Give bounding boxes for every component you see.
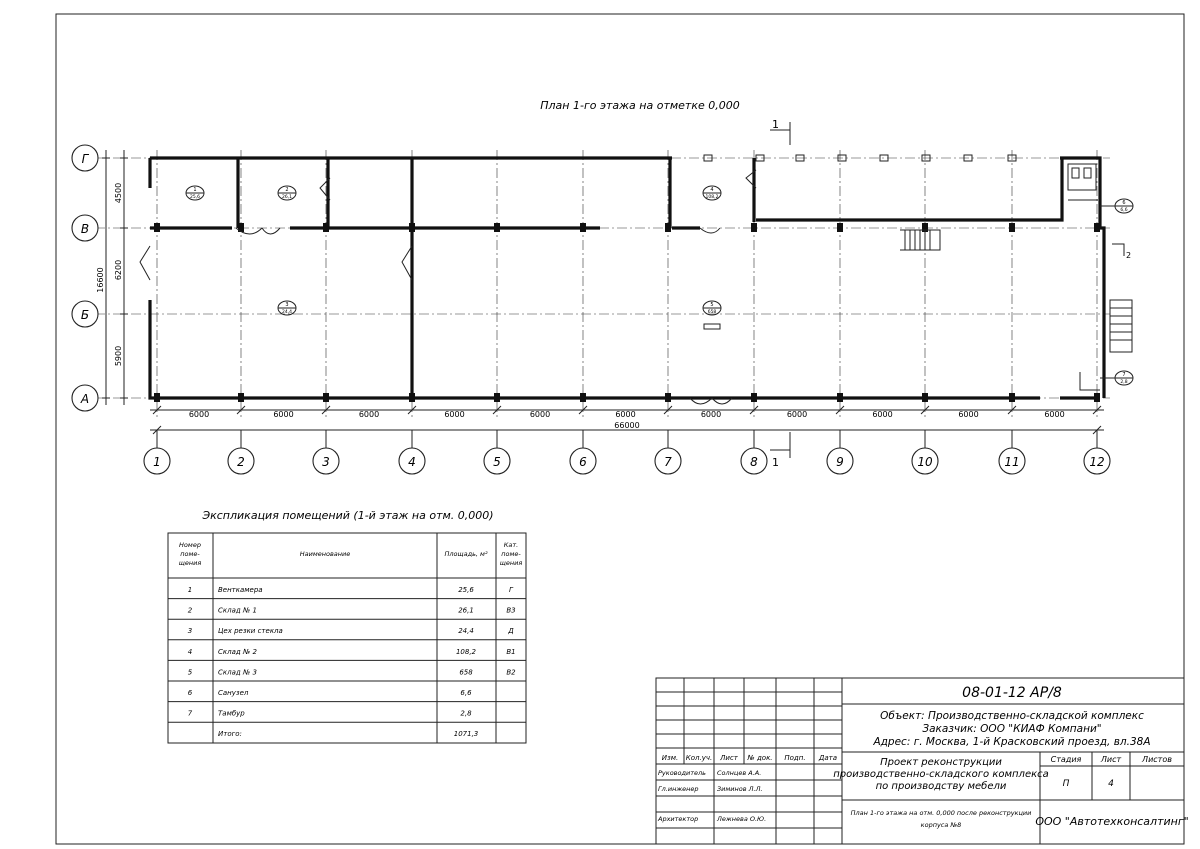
room-area-cell: 658 xyxy=(459,668,473,677)
column-post xyxy=(665,393,671,402)
column-post xyxy=(409,223,415,232)
svg-text:1: 1 xyxy=(772,456,779,469)
column-post xyxy=(1094,393,1100,402)
explication-header-cell: Наименование xyxy=(299,550,351,558)
room-marker-2 xyxy=(278,186,296,200)
svg-text:24,4: 24,4 xyxy=(281,310,293,315)
room-category-cell: В3 xyxy=(506,606,516,615)
span-dimension: 6000 xyxy=(958,410,979,419)
svg-text:4: 4 xyxy=(710,187,714,193)
column-post xyxy=(494,393,500,402)
stair-outside xyxy=(1110,300,1132,352)
room-area-cell: 2,8 xyxy=(460,709,472,718)
svg-text:6,6: 6,6 xyxy=(1120,208,1128,213)
room-name-cell: Цех резки стекла xyxy=(218,627,283,636)
stamp-name: Солнцев А.А. xyxy=(717,769,762,777)
room-number-cell: 7 xyxy=(187,709,193,718)
column-axis-label: 4 xyxy=(408,455,416,469)
stamp-name: Зиминов Л.Л. xyxy=(717,785,763,793)
room-category-cell: Г xyxy=(509,586,513,594)
stamp-column-header: Дата xyxy=(818,754,838,762)
stamp-role: Руководитель xyxy=(658,769,706,777)
svg-text:2: 2 xyxy=(1126,251,1132,260)
object-line-1: Объект: Производственно-складской комплекс xyxy=(880,710,1144,722)
column-post xyxy=(580,393,586,402)
column-axis-label: 5 xyxy=(493,455,501,469)
svg-text:26,1: 26,1 xyxy=(281,195,293,200)
svg-text:16600: 16600 xyxy=(96,267,105,293)
plan-title: План 1-го этажа на отметке 0,000 xyxy=(540,99,740,112)
room-area-cell: 1071,3 xyxy=(453,730,479,739)
stair-arrow-mark xyxy=(1112,244,1131,260)
column-axis-label: 1 xyxy=(153,455,161,469)
column-post xyxy=(154,393,160,402)
room-marker-4 xyxy=(703,186,721,200)
total-length-dimension: 66000 xyxy=(614,421,640,430)
column-axis-label: 6 xyxy=(579,455,587,469)
stamp-role: Гл.инженер xyxy=(658,785,699,793)
column-post xyxy=(409,393,415,402)
column-post xyxy=(323,393,329,402)
room-category-cell: В1 xyxy=(506,647,516,656)
project-title-3: по производству мебели xyxy=(875,781,1007,792)
svg-text:5: 5 xyxy=(710,302,714,308)
stamp-column-header: Кол.уч. xyxy=(685,754,713,762)
dimension-lines xyxy=(150,406,1104,434)
drawing-code: 08-01-12 АР/8 xyxy=(962,685,1062,701)
column-post xyxy=(238,393,244,402)
stamp-role: Архитектор xyxy=(658,815,699,823)
room-name-cell: Тамбур xyxy=(218,709,245,718)
room-area-cell: 6,6 xyxy=(460,689,472,697)
explication-header-cell: Кат. xyxy=(503,541,519,549)
column-axis-label: 10 xyxy=(917,455,933,469)
object-line-3: Адрес: г. Москва, 1-й Красковский проезд, вл.38А xyxy=(873,736,1151,748)
svg-text:7: 7 xyxy=(1122,372,1126,378)
room-number-cell: 1 xyxy=(187,586,193,594)
room-area-cell: 24,4 xyxy=(458,627,474,636)
column-post xyxy=(580,223,586,232)
column-post xyxy=(751,223,757,232)
svg-text:2: 2 xyxy=(285,187,289,193)
room-number-cell: 3 xyxy=(187,627,193,636)
room-name-cell: Склад № 1 xyxy=(218,606,257,615)
column-axis-label: 2 xyxy=(237,455,245,469)
column-post xyxy=(1009,223,1015,232)
stamp-name: Лежнева О.Ю. xyxy=(717,815,767,823)
room-marker-6 xyxy=(1100,199,1133,213)
project-title-2: производственно-складского комплекса xyxy=(833,769,1049,780)
room-name-cell: Склад № 3 xyxy=(218,668,257,677)
stamp-column-header: Подп. xyxy=(784,754,806,762)
room-name-cell: Итого: xyxy=(218,730,242,739)
room-category-cell: В2 xyxy=(506,668,516,677)
column-post xyxy=(1094,223,1100,232)
span-dimension: 6000 xyxy=(1044,410,1065,419)
explication-header-cell: поме- xyxy=(180,550,200,558)
room-area-cell: 26,1 xyxy=(458,606,474,615)
sheet-header: Лист xyxy=(1100,755,1122,764)
room-marker-5 xyxy=(703,301,721,329)
explication-header-cell: Площадь, м² xyxy=(444,550,488,558)
svg-text:6: 6 xyxy=(1122,200,1126,206)
column-post xyxy=(1009,393,1015,402)
room-marker-3 xyxy=(278,301,296,315)
span-dimension: 6000 xyxy=(700,410,722,419)
column-post xyxy=(154,223,160,232)
span-dimension: 6000 xyxy=(615,410,636,419)
span-dimension: 6000 xyxy=(786,410,808,419)
svg-text:108,2: 108,2 xyxy=(705,195,719,200)
title-block xyxy=(656,678,1189,844)
room-area-cell: 108,2 xyxy=(455,647,477,656)
column-axis-label: 11 xyxy=(1004,455,1020,469)
sheet-title-1: План 1-го этажа на отм. 0,000 после реконструкции xyxy=(850,809,1032,817)
column-post xyxy=(751,393,757,402)
span-dimension: 6000 xyxy=(872,410,893,419)
column-post xyxy=(323,223,329,232)
svg-text:1: 1 xyxy=(193,187,197,193)
explication-table xyxy=(0,0,526,743)
section-mark-bottom xyxy=(770,432,790,469)
svg-text:25,6: 25,6 xyxy=(189,195,201,200)
room-name-cell: Склад № 2 xyxy=(218,647,257,656)
svg-text:658: 658 xyxy=(707,310,717,315)
room-number-cell: 6 xyxy=(187,689,193,697)
explication-header-cell: щения xyxy=(499,559,523,567)
room-name-cell: Санузел xyxy=(218,689,249,697)
row-axis-label: В xyxy=(80,222,90,236)
sheet-title-2: корпуса №8 xyxy=(920,821,962,829)
svg-text:1: 1 xyxy=(772,118,779,131)
svg-text:4500: 4500 xyxy=(114,182,123,204)
row-dimensions xyxy=(96,150,128,405)
stamp-column-header: Изм. xyxy=(661,754,679,762)
room-name-cell: Венткамера xyxy=(218,586,263,594)
sanitary-block xyxy=(1068,164,1098,200)
span-dimension: 6000 xyxy=(273,410,294,419)
explication-header-cell: щения xyxy=(178,559,202,567)
svg-text:6200: 6200 xyxy=(114,259,123,281)
svg-text:2,8: 2,8 xyxy=(1120,380,1128,385)
explication-header-cell: Номер xyxy=(179,541,201,549)
column-axis-label: 7 xyxy=(664,455,672,469)
room-marker-1 xyxy=(186,186,204,200)
explication-header-cell: поме- xyxy=(501,550,521,558)
row-axis-label: Б xyxy=(80,308,90,322)
building-walls xyxy=(150,158,1104,398)
column-post xyxy=(922,393,928,402)
stamp-column-header: № док. xyxy=(747,754,773,762)
axis-bubbles xyxy=(72,145,1110,474)
sheets-header: Листов xyxy=(1142,755,1172,764)
stair-inside xyxy=(900,230,940,250)
row-axis-label: А xyxy=(80,392,90,406)
svg-text:3: 3 xyxy=(285,302,289,308)
column-axis-label: 3 xyxy=(322,455,330,469)
stage-value: П xyxy=(1062,779,1070,789)
stamp-column-header: Лист xyxy=(720,754,738,762)
row-axis-label: Г xyxy=(81,152,89,166)
column-post xyxy=(837,393,843,402)
axis-grid xyxy=(95,150,1110,420)
column-axis-label: 8 xyxy=(750,455,758,469)
section-mark-top xyxy=(770,118,790,145)
room-number-cell: 2 xyxy=(187,606,193,615)
room-number-cell: 5 xyxy=(187,668,193,677)
stage-header: Стадия xyxy=(1050,755,1082,764)
column-axis-label: 9 xyxy=(836,455,844,469)
span-dimension: 6000 xyxy=(444,410,465,419)
span-dimension: 6000 xyxy=(358,410,380,419)
project-title-1: Проект реконструкции xyxy=(880,757,1002,768)
room-category-cell: Д xyxy=(508,627,514,636)
explication-title: Экспликация помещений (1-й этаж на отм. 0,000) xyxy=(202,509,494,522)
sheet-value: 4 xyxy=(1108,779,1114,789)
span-dimension: 6000 xyxy=(188,410,210,419)
room-number-cell: 4 xyxy=(187,647,193,656)
column-axis-label: 12 xyxy=(1089,455,1105,469)
company-name: ООО "Автотехконсалтинг" xyxy=(1035,815,1189,828)
span-dimension: 6000 xyxy=(529,410,551,419)
column-post xyxy=(494,223,500,232)
doors xyxy=(140,170,1100,404)
column-post xyxy=(837,223,843,232)
object-line-2: Заказчик: ООО "КИАФ Компани" xyxy=(922,723,1102,735)
svg-text:5900: 5900 xyxy=(114,345,123,367)
column-post xyxy=(665,223,671,232)
room-area-cell: 25,6 xyxy=(458,586,474,594)
